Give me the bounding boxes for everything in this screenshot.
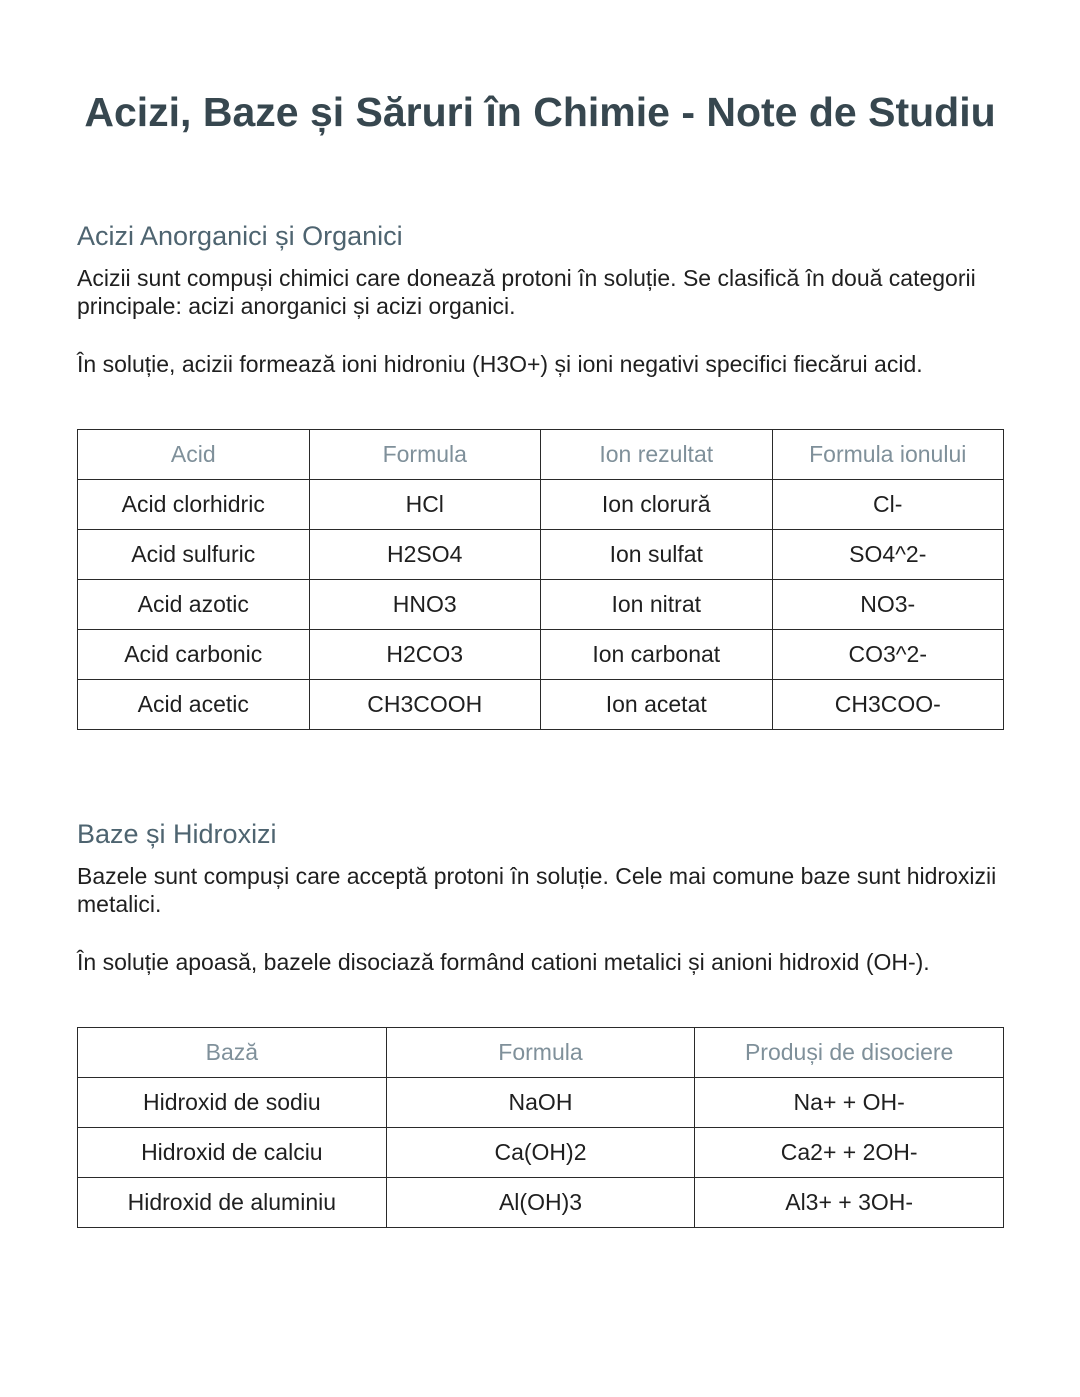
table-cell: Ion clorură xyxy=(541,480,773,530)
table-cell: CH3COOH xyxy=(309,680,541,730)
acids-note xyxy=(77,350,1003,378)
table-cell: Ca2+ + 2OH- xyxy=(695,1128,1004,1178)
table-cell: Na+ + OH- xyxy=(695,1078,1004,1128)
table-cell: Al3+ + 3OH- xyxy=(695,1178,1004,1228)
column-header: Formula ionului xyxy=(772,430,1004,480)
table-row xyxy=(78,1128,1004,1178)
table-cell: H2CO3 xyxy=(309,630,541,680)
table-cell: Hidroxid de calciu xyxy=(78,1128,387,1178)
table-cell: Cl- xyxy=(772,480,1004,530)
table-row xyxy=(78,630,1004,680)
column-header: Bază xyxy=(78,1028,387,1078)
table-header-row xyxy=(78,1028,1004,1078)
bases-section xyxy=(77,816,1003,852)
column-header: Formula xyxy=(386,1028,695,1078)
table-row xyxy=(78,1178,1004,1228)
acids-heading: Acizi Anorganici și Organici xyxy=(77,221,403,251)
table-row xyxy=(78,680,1004,730)
table-header-row xyxy=(78,430,1004,480)
table-cell: Acid sulfuric xyxy=(78,530,310,580)
table-cell: Ion acetat xyxy=(541,680,773,730)
bases-heading: Baze și Hidroxizi xyxy=(77,819,277,849)
acids-paragraph-1: Acizii sunt compuși chimici care donează protoni în soluție. Se clasifică în două categorii principale: acizi anorganici și acizi organici. xyxy=(77,265,976,319)
bases-paragraph-2: În soluție apoasă, bazele disociază formând cationi metalici și anioni hidroxid (OH-). xyxy=(77,949,930,975)
acids-intro xyxy=(77,264,1003,320)
table-cell: NO3- xyxy=(772,580,1004,630)
acids-paragraph-2: În soluție, acizii formează ioni hidroniu (H3O+) și ioni negativi specifici fiecărui acid. xyxy=(77,351,923,377)
table-cell: H2SO4 xyxy=(309,530,541,580)
acids-table xyxy=(77,429,1004,730)
page-title: Acizi, Baze și Săruri în Chimie - Note de Studiu xyxy=(84,89,996,135)
table-cell: Acid acetic xyxy=(78,680,310,730)
table-cell: HCl xyxy=(309,480,541,530)
table-cell: Ca(OH)2 xyxy=(386,1128,695,1178)
table-cell: CH3COO- xyxy=(772,680,1004,730)
table-cell: SO4^2- xyxy=(772,530,1004,580)
table-cell: Ion sulfat xyxy=(541,530,773,580)
table-cell: NaOH xyxy=(386,1078,695,1128)
table-cell: Acid clorhidric xyxy=(78,480,310,530)
table-row xyxy=(78,530,1004,580)
table-row xyxy=(78,1078,1004,1128)
column-header: Ion rezultat xyxy=(541,430,773,480)
acids-section xyxy=(77,218,1003,254)
table-row xyxy=(78,580,1004,630)
table-cell: Acid azotic xyxy=(78,580,310,630)
column-header: Produși de disociere xyxy=(695,1028,1004,1078)
bases-paragraph-1: Bazele sunt compuși care acceptă protoni în soluție. Cele mai comune baze sunt hidroxizii metalici. xyxy=(77,863,997,917)
table-cell: Al(OH)3 xyxy=(386,1178,695,1228)
bases-note xyxy=(77,948,1003,976)
table-cell: Hidroxid de aluminiu xyxy=(78,1178,387,1228)
table-cell: Ion carbonat xyxy=(541,630,773,680)
table-row xyxy=(78,480,1004,530)
bases-intro xyxy=(77,862,1003,918)
table-cell: Acid carbonic xyxy=(78,630,310,680)
table-cell: HNO3 xyxy=(309,580,541,630)
table-cell: Hidroxid de sodiu xyxy=(78,1078,387,1128)
table-cell: CO3^2- xyxy=(772,630,1004,680)
column-header: Formula xyxy=(309,430,541,480)
column-header: Acid xyxy=(78,430,310,480)
table-cell: Ion nitrat xyxy=(541,580,773,630)
bases-table xyxy=(77,1027,1004,1228)
